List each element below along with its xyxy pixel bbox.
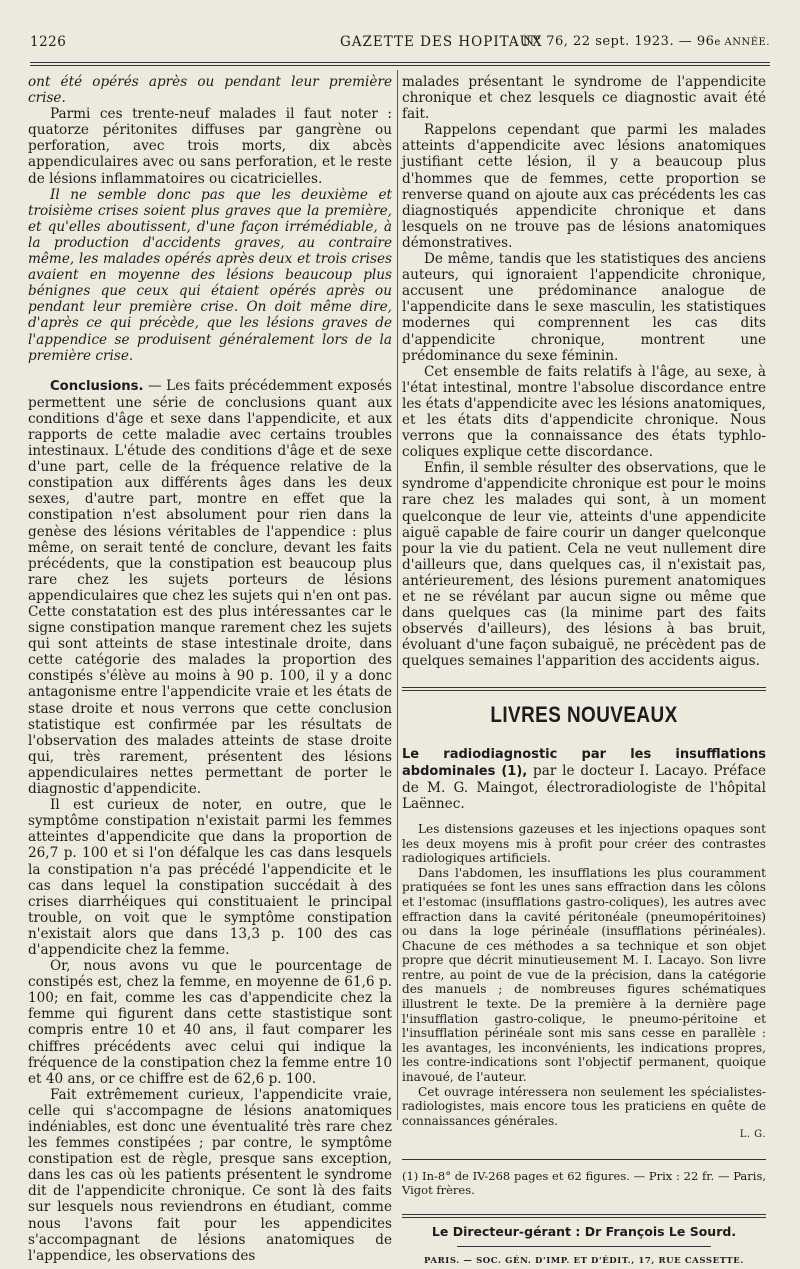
paragraph: Or, nous avons vu que le pourcentage de constipés est, chez la femme, en moyenne de 61,6 p. 100; en fait, comme les cas d'appendicite chez la femme qui figurent dans cette stastistique sont compris entre 10 et 40 ans, il faut comparer les chiffres précédents avec celui qui indique la fréquence de la constipation chez la femme entre 10 et 40 ans, or ce chiffre est de 62,6 p. 100. [28, 958, 392, 1087]
page-number: 1226 [30, 34, 67, 50]
paragraph: Cet ensemble de faits relatifs à l'âge, au sexe, à l'état intestinal, montre l'absolue discordance entre les états d'appendicite avec les lésions anatomiques, et les états dits d'appendicite chronique. Nous verrons que la connaissance des états typhlo-coliques explique cette discordance. [402, 363, 766, 461]
book-author: par le docteur I. Lacayo. Préface de M. G. Maingot, électroradiologiste de l'hôpital Laënnec. [402, 762, 766, 812]
director-rule [402, 1214, 766, 1218]
paragraph: Les distensions gazeuses et les injections opaques sont les deux moyens mis à profit pour créer des contrastes radiologiques artificiels. [402, 821, 766, 866]
book-title: Le radiodiagnostic par les insufflations abdominales (1), [402, 746, 766, 779]
paragraph: Dans l'abdomen, les insufflations les plus couramment pratiquées se font les unes sans effraction dans les côlons et l'estomac (insufflations gastro-coliques), les autres avec effraction dans la cavité péritonéale (pneumopéritoines) ou dans la loge périnéale (insufflations périnéales). Chacune de ces méthodes a sa technique et son objet propre que décrit minutieusement M. I. Lacayo. Son livre rentre, au point de vue de la précision, dans la catégorie des manuels ; de nombreuses figures schématiques illustrent le texte. De la première à la dernière page l'insufflation gastro-colique, le pneumo-péritoine et l'insufflation périnéale sont mis sans cesse en parallèle : les avantages, les inconvénients, les indications propres, les contre-indications sont l'objectif permanent, quoique inavoué, de l'auteur. [402, 865, 766, 1085]
footnote: (1) In-8° de IV-268 pages et 62 figures. — Prix : 22 fr. — Paris, Vigot frères. [402, 1169, 766, 1197]
header-rule [30, 62, 770, 66]
director-line: Le Directeur-gérant : Dr François Le Sourd. [431, 1223, 737, 1239]
printer-rule [457, 1246, 712, 1247]
paragraph: malades présentant le syndrome de l'appendicite chronique et chez lesquels ce diagnostic avait été fait. [402, 74, 766, 123]
section-rule [402, 687, 766, 691]
paragraph-conclusions: Conclusions. — Les faits précédemment exposés permettent une série de conclusions quant aux conditions d'âge et sexe dans l'appendicite, et aux rapports de cette maladie avec certains troubles intestinaux. L'étude des conditions d'âge et de sexe d'une part, celle de la fréquence relative de la constipation aux différents âges dans les deux sexes, d'autre part, montre en effet que la constipation n'est absolument pour rien dans la genèse des lésions véritables de l'appendice : plus même, on serait tenté de conclure, devant les faits précédents, que la constipation est beaucoup plus rare chez les sujets porteurs de lésions appendiculaires que chez les sujets qui n'en ont pas. Cette constatation est des plus intéressantes car le signe constipation manque rarement chez les sujets qui sont atteints de stase intestinale droite, dans cette catégorie des malades la proportion des constipés s'élève au moins à 90 p. 100, il y a donc antagonisme entre l'appendicite vraie et les états de stase droite et nous verrons que cette conclusion statistique est confirmée par les résultats de l'observation des malades atteints de stase droite qui, très rarement, présentent des lésions appendiculaires nettes permettant de porter le diagnostic d'appendicite. [28, 377, 392, 798]
paragraph: Cet ouvrage intéressera non seulement les spécialistes-radiologistes, mais encore tous les praticiens en quête de connaissances générales. [402, 1084, 766, 1128]
footnote-rule [402, 1159, 766, 1160]
issue-info [523, 34, 770, 49]
paragraph: Parmi ces trente-neuf malades il faut noter : quatorze péritonites diffuses par gangrène ou perforation, avec trois morts, dix abcès appendiculaires avec ou sans perforation, et le reste de lésions inflammatoires ou cicatricielles. [28, 106, 392, 187]
review-signature: L. G. [739, 1129, 766, 1141]
paragraph: Il ne semble donc pas que les deuxième et troisième crises soient plus graves que la première, et qu'elles aboutissent, d'une façon irrémédiable, à la production d'accidents graves, au contraire même, les malades opérés après deux et trois crises avaient en moyenne des lésions beaucoup plus bénignes que ceux qui étaient opérés après ou pendant leur première crise. On doit même dire, d'après ce qui précède, que les lésions graves de l'appendice se produisent généralement lors de la première crise. [28, 186, 392, 364]
paragraph: Fait extrêmement curieux, l'appendicite vraie, celle qui s'accompagne de lésions anatomiques indéniables, est donc une éventualité très rare chez les femmes constipées ; par contre, le symptôme constipation est de règle, presque sans exception, dans les cas où les patients présentent le syndrome dit de l'appendicite chronique. Ce sont là des faits sur lesquels nous reviendrons en étudiant, comme nous l'avons fait pour les appendicites s'accompagnant de lésions anatomiques de l'appendice, les observations des [28, 1086, 392, 1264]
printer-line: PARIS. — SOC. GÉN. D'IMP. ET D'ÉDIT., 17, RUE CASSETTE. [424, 1255, 744, 1266]
issue-suffix: e ANNÉE. [714, 37, 770, 48]
journal-title: GAZETTE DES HOPITAUX [340, 34, 543, 50]
book-heading [402, 746, 766, 812]
paragraph: ont été opérés après ou pendant leur première crise. [28, 74, 392, 107]
paragraph: Rappelons cependant que parmi les malades atteints d'appendicite avec lésions anatomiques justifiant cette lésion, il y a beaucoup plus d'hommes que de femmes, cette proportion se renverse quand on ajoute aux cas précédents les cas diagnostiqués appendicite chronique et dans lesquels on ne trouve pas de lésions anatomiques démonstratives. [402, 122, 766, 251]
paragraph: De même, tandis que les statistiques des anciens auteurs, qui ignoraient l'appendicite chronique, accusent une prédominance analogue de l'appendicite dans le sexe masculin, les statistiques modernes qui comprennent les cas dits d'appendicite chronique, montrent une prédominance du sexe féminin. [402, 251, 766, 364]
paragraph: Enfin, il semble résulter des observations, que le syndrome d'appendicite chronique est pour le moins rare chez les malades qui sont, à un moment quelconque de leur vie, atteints d'une appendicite aiguë capable de faire courir un danger quelconque pour la vie du patient. Cela ne veut nullement dire d'ailleurs que, dans quelques cas, il n'existait pas, antérieurement, des lésions purement anatomiques et ne se révélant par aucun signe ou même que dans quelques cas (la minime part des faits observés d'ailleurs), des lésions à bas bruit, évoluant d'une façon subaiguë, ne précèdent pas de quelques semaines l'apparition des accidents aigus. [402, 460, 766, 670]
conclusions-heading: Conclusions. [50, 378, 144, 394]
section-title: LIVRES NOUVEAUX [490, 702, 678, 728]
book-review [402, 822, 766, 1143]
right-column [402, 74, 766, 1269]
column-divider [397, 70, 398, 1120]
left-column [28, 74, 392, 1264]
page-header [30, 34, 770, 56]
issue-number: N° 76, 22 sept. 1923. — 96 [522, 34, 715, 49]
paragraph: Il est curieux de noter, en outre, que le symptôme constipation n'existait parmi les femmes atteintes d'appendicite que dans la proportion de 26,7 p. 100 et si l'on défalque les cas dans lesquels la constipation n'a pas précédé l'appendicite et le cas dans lequel la constipation succédait à des crises diarrhéiques qui constituaient le principal trouble, on voit que le symptôme constipation n'existait alors que dans 13,3 p. 100 des cas d'appendicite chez la femme. [28, 797, 392, 958]
